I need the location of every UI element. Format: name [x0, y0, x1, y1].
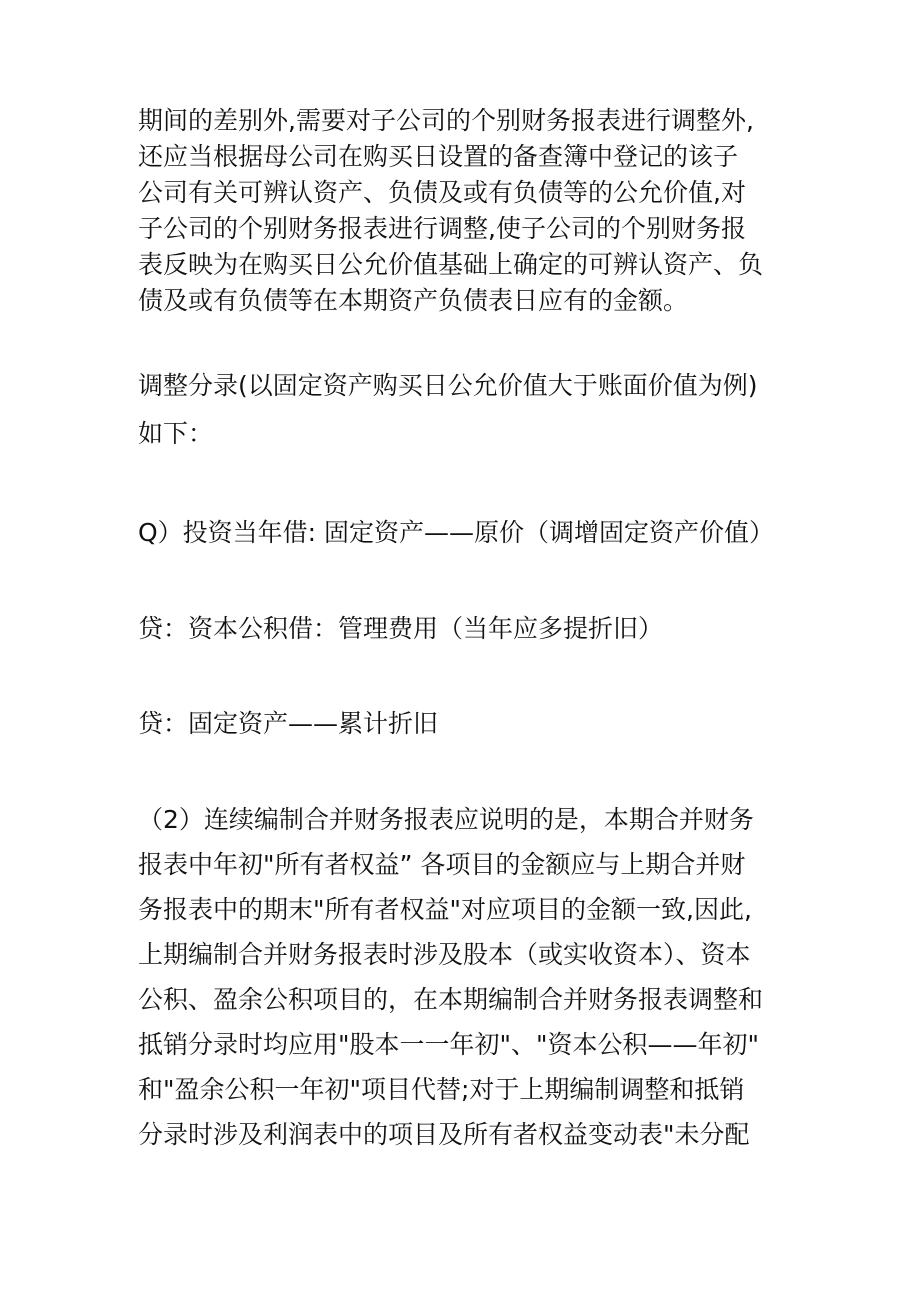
text-line: Q）投资当年借: 固定资产——原价（调增固定资产价值） — [138, 518, 775, 547]
text-line: 报表中年初"所有者权益” 各项目的金额应与上期合并财 — [138, 850, 746, 879]
text-line: 债及或有负债等在本期资产负债表日应有的金额。 — [138, 286, 689, 315]
text-line: 上期编制合并财务报表时涉及股本（或实收资本）、资本 — [138, 940, 751, 969]
text-line: 还应当根据母公司在购买日设置的备查簿中登记的该子 — [138, 142, 739, 171]
text-line: 和"盈余公积一年初"项目代替;对于上期编制调整和抵销 — [138, 1075, 745, 1104]
text-line: 表反映为在购买日公允价值基础上确定的可辨认资产、负 — [138, 250, 764, 279]
text-line: 调整分录(以固定资产购买日公允价值大于账面价值为例) — [138, 371, 758, 400]
text-line: 期间的差别外,需要对子公司的个别财务报表进行调整外, — [138, 106, 754, 135]
text-line: 抵销分录时均应用"股本一一年初"、"资本公积——年初" — [138, 1030, 759, 1059]
text-line: 子公司的个别财务报表进行调整,使子公司的个别财务报 — [138, 214, 746, 243]
text-line: 公积、盈余公积项目的，在本期编制合并财务报表调整和 — [138, 985, 764, 1014]
text-line: 如下： — [138, 419, 214, 448]
text-line: 分录时涉及利润表中的项目及所有者权益变动表"未分配 — [138, 1120, 750, 1149]
text-line: 公司有关可辨认资产、负债及或有负债等的公允价值,对 — [138, 178, 746, 207]
text-line: （2）连续编制合并财务报表应说明的是，本期合并财务 — [138, 805, 754, 834]
text-line: 贷：固定资产——累计折旧 — [138, 709, 439, 738]
text-line: 务报表中的期末"所有者权益"对应项目的金额一致,因此, — [138, 895, 752, 924]
text-line: 贷：资本公积借：管理费用（当年应多提折旧） — [138, 614, 664, 643]
